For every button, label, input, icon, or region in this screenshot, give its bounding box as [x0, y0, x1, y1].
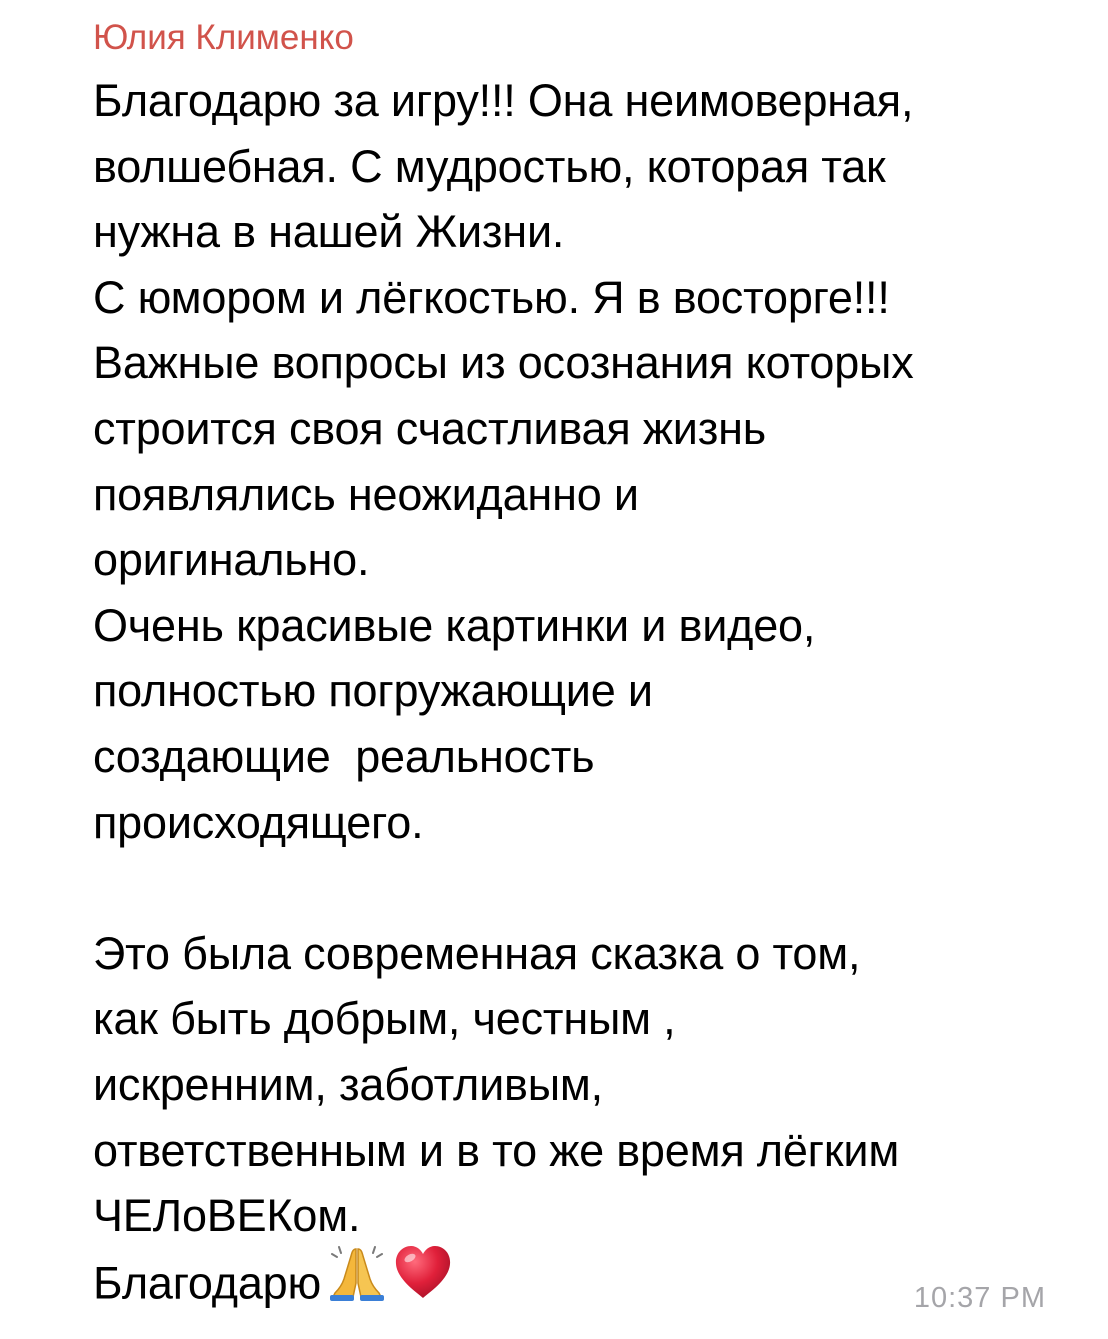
- message-line: волшебная. С мудростью, которая так: [93, 140, 886, 192]
- message-timestamp: 10:37 PM: [913, 1282, 1046, 1314]
- message-line: ответственным и в то же время лёгким: [93, 1124, 900, 1176]
- message-line: происходящего.: [93, 796, 424, 848]
- message-line: [93, 855, 1093, 921]
- sender-name[interactable]: Юлия Клименко: [93, 18, 354, 57]
- message-line: С юмором и лёгкостью. Я в восторге!!!: [93, 271, 890, 323]
- message-line: Важные вопросы из осознания которых: [93, 337, 914, 389]
- message-line: создающие реальность: [93, 730, 595, 782]
- message-line: искренним, заботливым,: [93, 1058, 603, 1110]
- message-line-text: Благодарю: [93, 1257, 322, 1309]
- folded-hands-icon: [327, 1243, 387, 1319]
- message-line: Это была современная сказка о том,: [93, 927, 861, 979]
- message-text: [93, 68, 1093, 1314]
- red-heart-icon: [393, 1244, 453, 1318]
- message-line: оригинально.: [93, 534, 370, 586]
- message-line: появлялись неожиданно и: [93, 468, 639, 520]
- message-line: Благодарю за игру!!! Она неимоверная,: [93, 75, 914, 126]
- message-line: Очень красивые картинки и видео,: [93, 599, 816, 651]
- message-line: полностью погружающие и: [93, 665, 653, 717]
- message-line: нужна в нашей Жизни.: [93, 206, 565, 258]
- message-line: ЧЕЛоВЕКом.: [93, 1190, 361, 1242]
- message-line: как быть добрым, честным ,: [93, 993, 676, 1045]
- message-line: строится своя счастливая жизнь: [93, 402, 767, 454]
